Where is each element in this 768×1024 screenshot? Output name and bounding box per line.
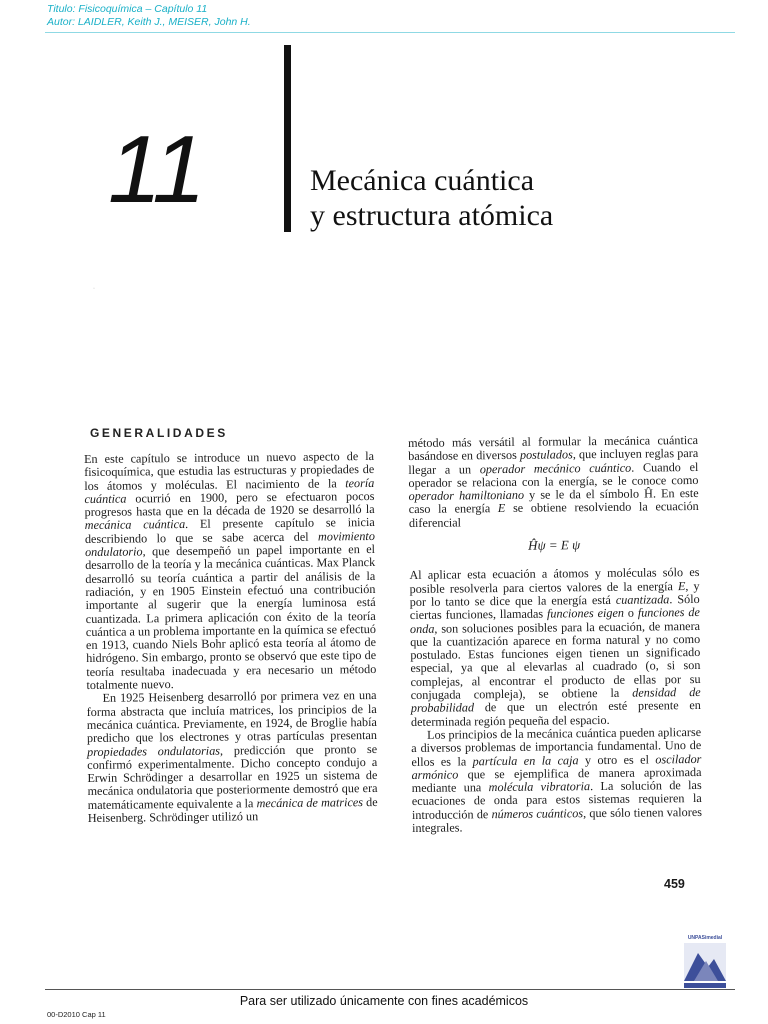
footer-notice: Para ser utilizado únicamente con fines académicos bbox=[239, 994, 529, 1008]
stray-dot: · bbox=[93, 286, 95, 292]
footer-rule bbox=[45, 989, 735, 990]
header-title: Titulo: Fisicoquímica – Capítulo 11 bbox=[47, 3, 208, 15]
paragraph: En 1925 Heisenberg desarrolló por primera vez en una forma abstracta que incluía matrices, los principios de la mecánica cuántica. Previamente, en 1924, de Broglie había predicho que los electrones y otras partículas presentan propiedades ondulatorias, predicción que pronto se confirmó experimentalmente. Dicho concepto condujo a Erwin Schrödinger a desarrollar en 1925 un sistema de mecánica ondulatoria que posteriormente demostró que era matemáticamente equivalente a la mecánica de matrices de Heisenberg. Schrödinger utilizó un bbox=[86, 688, 378, 825]
right-column bbox=[408, 434, 702, 835]
logo-label: UNPASimedial bbox=[687, 935, 723, 941]
schrodinger-equation: Ĥψ = E ψ bbox=[528, 537, 581, 553]
paragraph: Al aplicar esta ecuación a átomos y moléculas sólo es posible resolverla para ciertos valores de la energía E, y por lo tanto se dice que la energía está cuantizada. Sólo ciertas funciones, llamadas funciones eigen o funciones de onda, son soluciones posibles para la ecuación, de manera que la cuantización aparece en forma natural y no como postulado. Estas funciones eigen tienen un significado especial, ya que al elevarlas al cuadrado (o, si son complejas, al encontrar el producto de ellas por su conjugada compleja), se obtiene la densidad de probabilidad de que un electrón esté presente en determinada región pequeña del espacio. bbox=[409, 565, 701, 729]
header-author: Autor: LAIDLER, Keith J., MEISER, John H. bbox=[47, 16, 251, 28]
paragraph: En este capítulo se introduce un nuevo aspecto de la fisicoquímica, que estudia las estructuras y propiedades de los átomos y moléculas. El nacimiento de la teoría cuántica ocurrió en 1900, pero se efectuaron pocos progresos hasta que en la década de 1920 se desarrolló la mecánica cuántica. El presente capítulo se inicia describiendo lo que se sabe acerca del movimiento ondulatorio, que desempeñó un papel importante en el desarrollo de la teoría y la mecánica cuánticas. Max Planck desarrolló su teoría cuántica a partir del análisis de la radiación, y en 1905 Einstein efectuó una contribución importante al sugerir que la energía luminosa está cuantizada. La primera aplicación con éxito de la teoría cuántica a un problema importante en la química se efectuó en 1913, cuando Niels Bohr aplicó esta teoría al átomo de hidrógeno. Sin embargo, pronto se observó que este tipo de teoría resultaba inadecuada y era necesario un método totalmente nuevo. bbox=[83, 448, 377, 693]
university-mountain-logo-icon bbox=[680, 933, 730, 991]
document-header bbox=[47, 3, 251, 29]
page-number: 459 bbox=[664, 877, 685, 891]
paragraph: Los principios de la mecánica cuántica pueden aplicarse a diversos problemas de importancia fundamental. Uno de ellos es la partícula en la caja y otro es el oscilador armónico que se ejemplifica de manera aproximada mediante una molécula vibratoria. La solución de las ecuaciones de onda para estos sistemas requieren la introducción de números cuánticos, que sólo tienen valores integrales. bbox=[411, 724, 703, 835]
header-rule bbox=[45, 32, 735, 33]
left-column bbox=[84, 450, 378, 825]
section-heading: GENERALIDADES bbox=[90, 426, 228, 440]
paragraph: método más versátil al formular la mecánica cuántica basándose en diversos postulados, que incluyen reglas para llegar a un operador mecánico cuántico. Cuando el operador se relaciona con la energía, se le conoce como operador hamiltoniano y se le da el símbolo Ĥ. En este caso la energía E se obtiene resolviendo la ecuación diferencial bbox=[407, 432, 699, 530]
university-logo bbox=[680, 933, 730, 991]
footer-code: 00-D2010 Cap 11 bbox=[47, 1010, 106, 1019]
chapter-title-line-1: Mecánica cuántica bbox=[310, 164, 535, 197]
chapter-title bbox=[310, 163, 553, 233]
chapter-number: 11 bbox=[108, 116, 204, 223]
chapter-divider-bar bbox=[284, 45, 291, 232]
chapter-title-line-2: y estructura atómica bbox=[310, 199, 554, 232]
